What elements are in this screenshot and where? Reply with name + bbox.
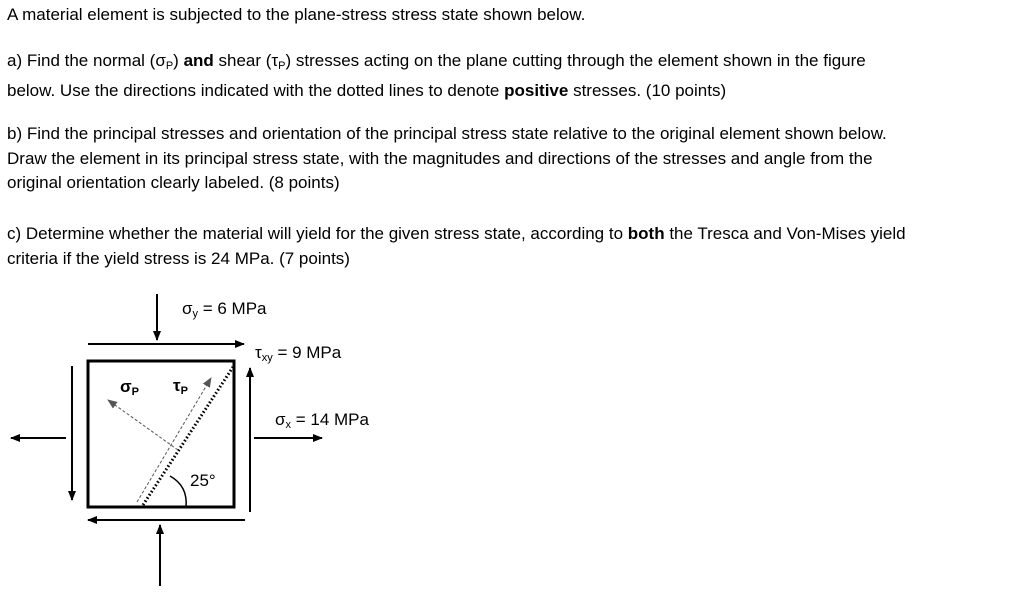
part-a-sub-2: P (278, 60, 286, 72)
part-a-line2b: stresses. (10 points) (568, 80, 727, 100)
part-b-line2: Draw the element in its principal stress state, with the magnitudes and directions of the stresses and angle from the (7, 148, 873, 168)
tau-xy-label: τxy = 9 MPa (255, 343, 342, 364)
part-c-line2: criteria if the yield stress is 24 MPa. (7 points) (7, 248, 350, 268)
sigma-x-label: σx = 14 MPa (275, 410, 369, 431)
part-a-text-4: ) stresses acting on the plane cutting through the element shown in the figure (285, 51, 866, 70)
part-b-line1: b) Find the principal stresses and orientation of the principal stress state relative to the original element shown below. (7, 124, 887, 143)
part-a-sub-1: P (165, 60, 174, 72)
part-c-line1a: c) Determine whether the material will yield for the given stress state, according to (7, 224, 628, 243)
part-a-text-1: a) Find the normal (σ (7, 51, 166, 70)
sigma-p-direction-line (108, 400, 178, 450)
angle-label: 25° (190, 471, 216, 490)
angle-arc (170, 476, 186, 507)
part-b-line3: original orientation clearly labeled. (8 points) (7, 173, 340, 192)
tau-p-label: τP (173, 376, 188, 397)
problem-intro: A material element is subjected to the plane-stress stress state shown below. (7, 5, 586, 24)
part-a-line2a: below. Use the directions indicated with the dotted lines to denote (7, 80, 505, 100)
part-a-text-3: shear (τ (213, 51, 279, 70)
part-a-text-2: ) (173, 51, 184, 70)
part-a-bold-positive: positive (504, 80, 569, 100)
part-a-bold-and: and (183, 51, 214, 70)
part-c-line1b: the Tresca and Von-Mises yield (664, 224, 906, 243)
sigma-p-label: σP (120, 377, 139, 398)
cutting-plane-line (143, 367, 233, 505)
part-c-bold-both: both (627, 224, 665, 243)
sigma-y-label: σy = 6 MPa (182, 299, 267, 320)
